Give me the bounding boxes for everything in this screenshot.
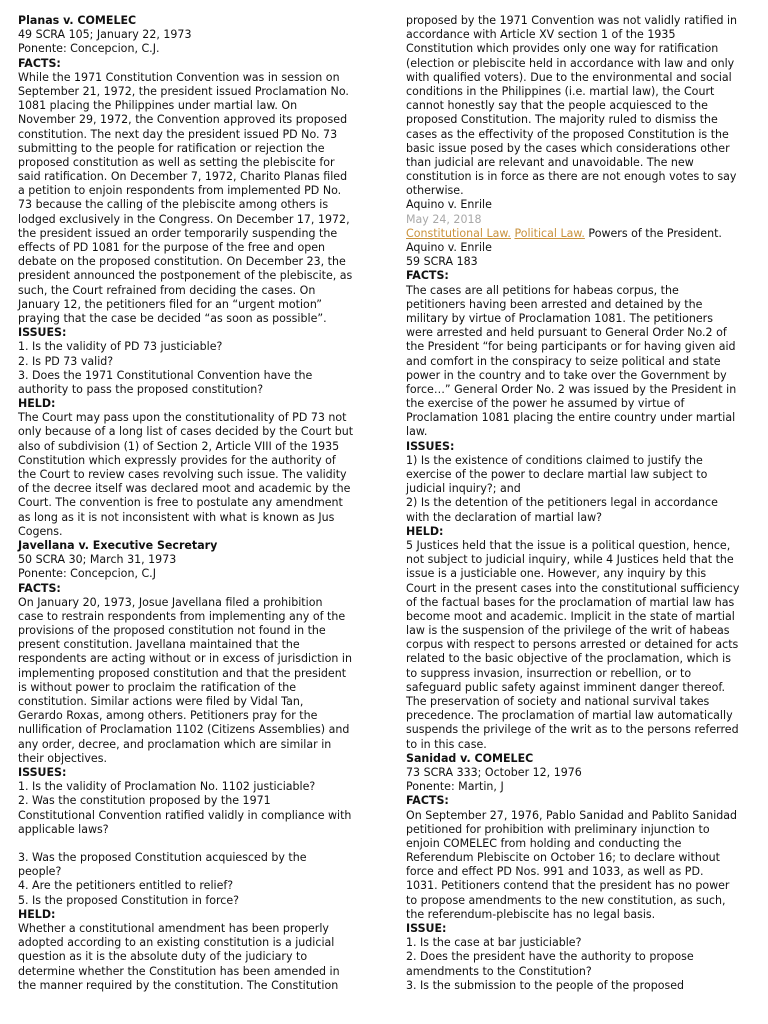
text-line: 1. Is the validity of Proclamation No. 1102 justiciable? bbox=[18, 780, 316, 794]
category-link-political-law[interactable]: Political Law. bbox=[514, 226, 585, 240]
text-line: law is the suspension of the privilege of the writ of habeas bbox=[406, 624, 730, 638]
text-line: the president issued an order temporarily suspending the bbox=[18, 226, 338, 240]
text-line: otherwise. bbox=[406, 184, 464, 198]
text-line: debate on the proposed constitution. On December 23, the bbox=[18, 255, 346, 269]
text-line: precedence. The proclamation of martial law automatically bbox=[406, 709, 733, 723]
text-line: 3. Is the submission to the people of the proposed bbox=[406, 978, 685, 992]
post-date: May 24, 2018 bbox=[406, 212, 482, 226]
text-line: Referendum Plebiscite on October 16; to declare without bbox=[406, 851, 720, 865]
text-line: accordance with Article XV section 1 of the 1935 bbox=[406, 28, 676, 42]
section-heading: HELD: bbox=[18, 907, 56, 921]
text-line: 49 SCRA 105; January 22, 1973 bbox=[18, 28, 192, 42]
text-line: 1031. Petitioners contend that the president has no power bbox=[406, 879, 730, 893]
text-line: effects of PD 1081 for the purpose of the free and open bbox=[18, 241, 326, 254]
text-line: the manner required by the constitution. The Constitution bbox=[18, 978, 339, 992]
text-line: law. bbox=[406, 425, 428, 439]
text-line: Aquino v. Enrile bbox=[406, 198, 492, 212]
text-line: any order, decree, and proclamation which are similar in bbox=[18, 737, 332, 751]
post-title: Powers of the President. bbox=[588, 226, 722, 240]
text-line: Ponente: Concepcion, C.J. bbox=[18, 42, 160, 56]
text-line: also of subdivision (1) of Section 2, Article VIII of the 1935 bbox=[18, 439, 340, 453]
text-line: 2. Does the president have the authority to propose bbox=[406, 950, 694, 964]
text-line: constitution. Similar actions were filed by Vidal Tan, bbox=[18, 695, 304, 708]
text-line: 50 SCRA 30; March 31, 1973 bbox=[18, 553, 177, 567]
text-line: Ponente: Martin, J bbox=[406, 780, 504, 794]
text-line: 4. Are the petitioners entitled to relief? bbox=[18, 879, 234, 893]
text-line: 2. Is PD 73 valid? bbox=[18, 354, 114, 368]
text-line: Cogens. bbox=[18, 524, 63, 538]
category-link-constitutional-law[interactable]: Constitutional Law. bbox=[406, 226, 511, 240]
text-line: proposed constitution as well as setting the plebiscite for bbox=[18, 155, 335, 169]
text-line: the President “for being participants or for having given aid bbox=[406, 340, 736, 354]
text-line: Constitutional Convention ratified validly in compliance with bbox=[18, 808, 352, 822]
text-line: related to the basic objective of the proclamation, which is bbox=[406, 652, 731, 666]
right-column bbox=[406, 14, 754, 993]
text-line: Gerardo Roxas, among others. Petitioners pray for the bbox=[18, 709, 318, 723]
text-line: proposed Constitution. The majority ruled to dismiss the bbox=[406, 113, 718, 127]
text-line: Constitution which expressly provides for the authority of bbox=[18, 453, 336, 467]
text-line: question as it is the absolute duty of the judiciary to bbox=[18, 950, 308, 964]
text-line: Court in the present cases into the constitutional sufficiency bbox=[406, 581, 740, 595]
text-line: Constitution which provides only one way for ratification bbox=[406, 42, 719, 56]
section-heading: FACTS: bbox=[406, 269, 449, 283]
text-line: On January 20, 1973, Josue Javellana filed a prohibition bbox=[18, 595, 323, 609]
text-line: corpus with respect to persons arrested or detained for acts bbox=[406, 638, 739, 652]
right-column-bottom bbox=[406, 241, 754, 993]
text-line: implementing proposed constitution and that the president bbox=[18, 666, 347, 680]
text-line: constitution. The next day the president issued PD No. 73 bbox=[18, 127, 338, 141]
text-line: (election or plebiscite held in accordance with law and only bbox=[406, 56, 735, 70]
text-line: provisions of the proposed constitution not found in the bbox=[18, 624, 326, 638]
text-line: 73 because the calling of the plebiscite among others is bbox=[18, 198, 329, 212]
text-line: January 12, the petitioners filed for an “urgent motion” bbox=[18, 297, 322, 311]
text-line: enjoin COMELEC from holding and conducting the bbox=[406, 836, 682, 850]
text-line: 5 Justices held that the issue is a political question, hence, bbox=[406, 538, 731, 552]
section-heading: FACTS: bbox=[18, 581, 61, 595]
text-line: The cases are all petitions for habeas corpus, the bbox=[406, 283, 679, 297]
text-line: The Court may pass upon the constitutionality of PD 73 not bbox=[18, 411, 347, 425]
section-heading: HELD: bbox=[406, 524, 444, 538]
text-line: cannot honestly say that the people acquiesced to the bbox=[406, 99, 708, 113]
text-line: the Court to review cases revolving such issue. The validity bbox=[18, 468, 347, 481]
section-heading: ISSUES: bbox=[18, 765, 67, 779]
text-line: not subject to judicial inquiry, while 4 Justices held that the bbox=[406, 553, 734, 567]
text-line: cases as the effectivity of the proposed Constitution is the bbox=[406, 127, 729, 141]
text-line: with the declaration of martial law? bbox=[406, 510, 603, 524]
text-line: amendments to the Constitution? bbox=[406, 964, 592, 978]
section-heading: FACTS: bbox=[406, 794, 449, 808]
text-line: of the factual bases for the proclamation of martial law has bbox=[406, 595, 735, 609]
text-line: Court. The convention is free to postulate any amendment bbox=[18, 496, 343, 510]
text-line: Aquino v. Enrile bbox=[406, 241, 492, 254]
text-line: petitioners having been arrested and detained by the bbox=[406, 297, 703, 311]
text-line: 5. Is the proposed Constitution in force? bbox=[18, 893, 240, 907]
section-heading: Javellana v. Executive Secretary bbox=[18, 538, 218, 552]
text-line: lodged exclusively in the Congress. On December 17, 1972, bbox=[18, 212, 350, 226]
text-line: the exercise of the power he assumed by virtue of bbox=[406, 397, 685, 411]
text-line: 1) Is the existence of conditions claimed to justify the bbox=[406, 453, 703, 467]
text-line: power in the country and to take over the Government by bbox=[406, 368, 727, 382]
section-heading: ISSUES: bbox=[406, 439, 455, 453]
text-line: issue is a justiciable one. However, any inquiry by this bbox=[406, 567, 707, 581]
text-line: Whether a constitutional amendment has been properly bbox=[18, 922, 329, 935]
text-line: military by virtue of Proclamation 1081. The petitioners bbox=[406, 311, 713, 325]
section-heading: FACTS: bbox=[18, 56, 61, 70]
text-line: On September 27, 1976, Pablo Sanidad and Pablito Sanidad bbox=[406, 808, 738, 822]
text-line: the referendum-plebiscite has no legal basis. bbox=[406, 907, 656, 921]
text-line: were arrested and held pursuant to General Order No.2 of bbox=[406, 326, 727, 340]
text-line: present constitution. Javellana maintained that the bbox=[18, 638, 300, 652]
text-line: safeguard public safety against imminent danger thereof. bbox=[406, 680, 725, 694]
text-line: 73 SCRA 333; October 12, 1976 bbox=[406, 765, 582, 779]
text-line: such, the Court refrained from deciding the cases. On bbox=[18, 283, 316, 297]
text-line: 2. Was the constitution proposed by the 1971 bbox=[18, 794, 271, 808]
text-line: November 29, 1972, the Convention approved its proposed bbox=[18, 113, 348, 127]
text-line: adopted according to an existing constitution is a judicial bbox=[18, 936, 335, 950]
text-line: 1. Is the validity of PD 73 justiciable? bbox=[18, 340, 223, 354]
text-line: and comfort in the conspiracy to seize political and state bbox=[406, 354, 721, 368]
text-line: suspends the privilege of the writ as to the persons referred bbox=[406, 723, 739, 737]
section-heading: ISSUE: bbox=[406, 922, 447, 935]
text-line: of the decree itself was declared moot and academic by the bbox=[18, 482, 351, 496]
section-heading: Planas v. COMELEC bbox=[18, 14, 137, 27]
text-line: determine whether the Constitution has been amended in bbox=[18, 964, 340, 978]
text-line: president announced the postponement of the plebiscite, as bbox=[18, 269, 353, 283]
text-line: 1081 placing the Philippines under martial law. On bbox=[18, 99, 298, 113]
text-line: to in this case. bbox=[406, 737, 487, 751]
text-line: with qualified voters). Due to the environmental and social bbox=[406, 70, 732, 84]
text-line: to propose amendments to the new constitution, as such, bbox=[406, 893, 726, 907]
text-line: proposed by the 1971 Convention was not validly ratified in bbox=[406, 14, 738, 27]
text-line: force and effect PD Nos. 991 and 1033, as well as PD. bbox=[406, 865, 704, 879]
text-line: a petition to enjoin respondents from implemented PD No. bbox=[18, 184, 342, 198]
text-line: exercise of the power to declare martial law subject to bbox=[406, 468, 708, 481]
text-line: praying that the case be decided “as soon as possible”. bbox=[18, 311, 327, 325]
blank-line bbox=[18, 837, 366, 851]
text-line: force…” General Order No. 2 was issued by the President in bbox=[406, 382, 737, 396]
text-line: Proclamation 1081 placing the entire country under martial bbox=[406, 411, 736, 425]
text-line: petitioned for prohibition with preliminary injunction to bbox=[406, 822, 710, 836]
section-heading: ISSUES: bbox=[18, 326, 67, 340]
left-column bbox=[18, 14, 366, 993]
text-line: nullification of Proclamation 1102 (Citizens Assemblies) and bbox=[18, 723, 350, 737]
text-line: September 21, 1972, the president issued Proclamation No. bbox=[18, 84, 349, 98]
text-line: 1. Is the case at bar justiciable? bbox=[406, 936, 582, 950]
text-line: become moot and academic. Implicit in the state of martial bbox=[406, 609, 735, 623]
text-line: 3. Was the proposed Constitution acquiesced by the bbox=[18, 851, 307, 865]
text-line: respondents are acting without or in excess of jurisdiction in bbox=[18, 652, 352, 666]
text-line: only because of a long list of cases decided by the Court but bbox=[18, 425, 354, 439]
text-line: to suppress invasion, insurrection or rebellion, or to bbox=[406, 666, 692, 680]
text-line: constitution is in force as there are not enough votes to say bbox=[406, 170, 737, 184]
text-line: While the 1971 Constitution Convention was in session on bbox=[18, 70, 340, 84]
text-line: 2) Is the detention of the petitioners legal in accordance bbox=[406, 496, 718, 510]
text-line: is without power to proclaim the ratification of the bbox=[18, 680, 297, 694]
post-categories bbox=[406, 227, 754, 241]
text-line: said ratification. On December 7, 1972, Charito Planas filed bbox=[18, 170, 348, 184]
text-line: case to restrain respondents from implementing any of the bbox=[18, 609, 346, 623]
section-heading: HELD: bbox=[18, 397, 56, 411]
section-heading: Sanidad v. COMELEC bbox=[406, 751, 534, 765]
text-line: conditions in the Philippines (i.e. martial law), the Court bbox=[406, 84, 715, 98]
text-line: The preservation of society and national survival takes bbox=[406, 695, 710, 708]
text-line: Ponente: Concepcion, C.J bbox=[18, 567, 156, 581]
text-line: judicial inquiry?; and bbox=[406, 482, 521, 496]
text-line: 59 SCRA 183 bbox=[406, 255, 478, 269]
text-line: their objectives. bbox=[18, 751, 107, 765]
text-line: people? bbox=[18, 865, 62, 879]
text-line: authority to pass the proposed constitution? bbox=[18, 382, 264, 396]
text-line: submitting to the people for ratification or rejection the bbox=[18, 141, 325, 155]
text-line: applicable laws? bbox=[18, 822, 109, 836]
text-line: basic issue posed by the cases which considerations other bbox=[406, 141, 730, 155]
text-line: 3. Does the 1971 Constitutional Convention have the bbox=[18, 368, 313, 382]
text-line: as long as it is not inconsistent with what is known as Jus bbox=[18, 510, 335, 524]
text-line: than judicial are relevant and unavoidable. The new bbox=[406, 155, 694, 169]
right-column-top bbox=[406, 14, 754, 213]
